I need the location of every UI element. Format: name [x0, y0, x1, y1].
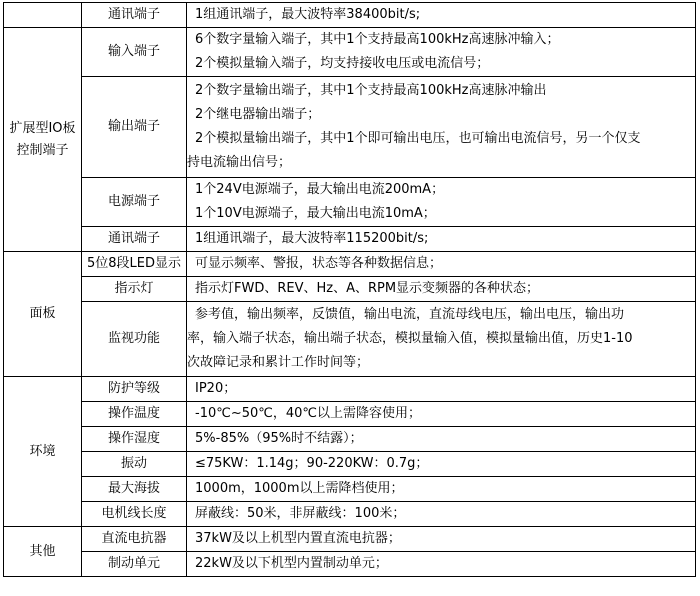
- item-desc: [187, 178, 696, 227]
- table-row: [4, 178, 696, 227]
- item-name: 电机线长度: [82, 502, 187, 527]
- item-desc: ≤75KW：1.14g；90-220KW：0.7g；: [187, 452, 696, 477]
- item-desc: [187, 28, 696, 77]
- item-name: 直流电抗器: [82, 527, 187, 552]
- table-row: [4, 477, 696, 502]
- category-environment: 环境: [4, 377, 82, 527]
- desc-line: 次故障记录和累计工作时间等；: [187, 355, 370, 370]
- desc-line: 1个24V电源端子，最大输出电流200mA；: [195, 182, 445, 197]
- item-desc: 1000m，1000m以上需降档使用；: [187, 477, 696, 502]
- item-name: 5位8段LED显示: [82, 252, 187, 277]
- desc-line: 2个继电器输出端子；: [195, 107, 321, 122]
- item-name: 输出端子: [82, 77, 187, 178]
- desc-line: 率，输入端子状态，输出端子状态，模拟量输入值，模拟量输出值，历史1-10: [187, 331, 633, 346]
- item-name: 最大海拔: [82, 477, 187, 502]
- desc-line: 持电流输出信号；: [187, 155, 292, 170]
- table-row: [4, 77, 696, 178]
- item-desc: 1组通讯端子，最大波特率38400bit/s;: [187, 3, 696, 28]
- table-row: [4, 377, 696, 402]
- item-desc: -10℃~50℃，40℃以上需降容使用；: [187, 402, 696, 427]
- category-ext-io: 扩展型IO板控制端子: [4, 28, 82, 252]
- item-desc: [187, 302, 696, 377]
- desc-line: 1个10V电源端子，最大输出电流10mA；: [195, 206, 436, 221]
- item-desc: 37kW及以上机型内置直流电抗器；: [187, 527, 696, 552]
- desc-line: 6个数字量输入端子，其中1个支持最高100kHz高速脉冲输入；: [195, 32, 560, 47]
- table-row: [4, 277, 696, 302]
- item-desc: [187, 77, 696, 178]
- item-desc: 屏蔽线：50米，非屏蔽线：100米；: [187, 502, 696, 527]
- item-name: 电源端子: [82, 178, 187, 227]
- table-row: [4, 552, 696, 577]
- spec-table: [3, 2, 696, 577]
- table-row: [4, 402, 696, 427]
- table-row: [4, 252, 696, 277]
- desc-line: 2个模拟量输出端子，其中1个即可输出电压，也可输出电流信号，另一个仅支: [195, 131, 641, 146]
- item-desc: 5%-85%（95%时不结露）；: [187, 427, 696, 452]
- desc-line: 2个数字量输出端子，其中1个支持最高100kHz高速脉冲输出: [195, 83, 547, 98]
- table-row: [4, 527, 696, 552]
- desc-line: 2个模拟量输入端子，均支持接收电压或电流信号；: [195, 56, 490, 71]
- table-row: [4, 502, 696, 527]
- category-cell-empty: [4, 3, 82, 28]
- item-desc: 1组通讯端子，最大波特率115200bit/s;: [187, 227, 696, 252]
- table-row: [4, 3, 696, 28]
- item-name: 操作湿度: [82, 427, 187, 452]
- table-row: [4, 427, 696, 452]
- item-desc: 可显示频率、警报，状态等各种数据信息；: [187, 252, 696, 277]
- category-other: 其他: [4, 527, 82, 577]
- item-name: 指示灯: [82, 277, 187, 302]
- table-row: [4, 452, 696, 477]
- desc-line: 参考值，输出频率，反馈值，输出电流，直流母线电压，输出电压，输出功: [195, 307, 625, 322]
- item-name: 操作温度: [82, 402, 187, 427]
- table-row: [4, 302, 696, 377]
- item-name: 防护等级: [82, 377, 187, 402]
- item-desc: IP20；: [187, 377, 696, 402]
- category-panel: 面板: [4, 252, 82, 377]
- item-name: 通讯端子: [82, 3, 187, 28]
- table-row: [4, 28, 696, 77]
- item-name: 通讯端子: [82, 227, 187, 252]
- item-name: 振动: [82, 452, 187, 477]
- item-desc: 指示灯FWD、REV、Hz、A、RPM显示变频器的各种状态；: [187, 277, 696, 302]
- table-row: [4, 227, 696, 252]
- item-name: 制动单元: [82, 552, 187, 577]
- item-desc: 22kW及以下机型内置制动单元；: [187, 552, 696, 577]
- item-name: 输入端子: [82, 28, 187, 77]
- item-name: 监视功能: [82, 302, 187, 377]
